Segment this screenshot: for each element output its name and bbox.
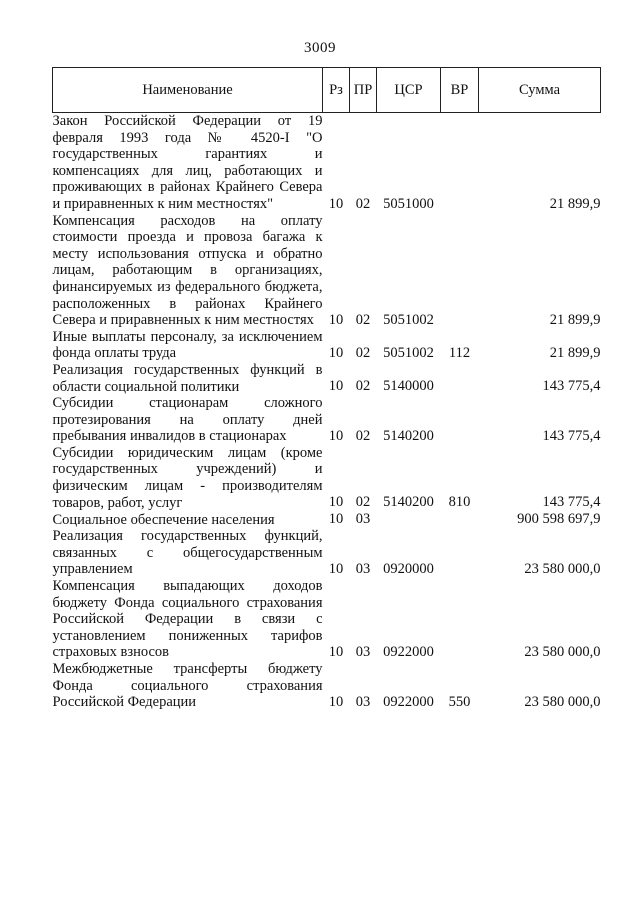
row-name: Социальное обеспечение населения [52,511,275,528]
row-csr: 0920000 [383,561,434,578]
row-pr: 02 [355,378,371,395]
row-vr [441,362,479,395]
row-rz: 10 [328,378,344,395]
column-header-csr: ЦСР [377,68,441,113]
row-name: Реализация государственных функций, связанных с общегосударственным управлением [52,528,323,578]
column-header-sum: Сумма [479,68,601,113]
row-rz: 10 [328,644,344,660]
row-vr [441,213,479,329]
row-name: Межбюджетные трансферты бюджету Фонда социального страхования Российской Федерации [52,661,323,711]
table-row [53,528,601,578]
row-vr: 810 [448,494,471,511]
row-csr: 5140200 [383,494,434,511]
table-row [53,362,601,395]
table-row [53,395,601,445]
row-sum: 143 775,4 [542,378,601,395]
row-pr: 03 [355,561,371,578]
row-csr: 5051000 [383,195,434,212]
row-pr: 02 [355,311,371,328]
row-vr [441,528,479,578]
row-name: Субсидии юридическим лицам (кроме государственных учреждений) и физическим лицам - производителям товаров, работ, услуг [52,444,323,511]
column-header-pr: ПР [350,68,377,113]
row-rz: 10 [328,561,344,578]
budget-table [52,67,601,711]
row-csr: 5140200 [383,427,434,444]
column-header-vr: ВР [441,68,479,113]
row-rz: 10 [328,311,344,328]
row-name: Иные выплаты персоналу, за исключением фонда оплаты труда [52,328,323,362]
row-sum: 21 899,9 [549,311,601,328]
row-vr [441,395,479,445]
row-vr [441,578,479,661]
row-sum: 143 775,4 [542,494,601,511]
row-sum: 23 580 000,0 [524,561,601,578]
row-csr: 5051002 [383,311,434,328]
row-sum: 21 899,9 [549,195,601,212]
row-pr: 02 [355,494,371,511]
table-row [53,329,601,362]
row-rz: 10 [328,494,344,511]
table-row [53,445,601,511]
row-name: Компенсация расходов на оплату стоимости проезда и провоза багажа к месту использования отпуска и обратно лицам, работающим в организациях, финансируемых из федерального бюджета, расположенных в районах Крайнего Севера и приравненных к ним местностях [52,212,323,329]
row-name: Закон Российской Федерации от 19 февраля 1993 года № 4520-I "О государственных гарантиях и компенсациях для лиц, работающих и проживающих в районах Крайнего Севера и приравненных к ним местностях" [52,113,323,212]
row-vr: 112 [448,344,471,361]
row-csr: 5140000 [383,378,434,395]
row-vr [441,113,479,213]
table-row [53,661,601,711]
column-header-name: Наименование [53,68,323,113]
row-csr: 0922000 [383,693,434,710]
row-csr [377,511,441,528]
row-vr [441,511,479,528]
row-rz: 10 [328,195,344,212]
table-row [53,213,601,329]
row-sum: 23 580 000,0 [524,644,601,660]
row-pr: 02 [355,427,371,444]
row-pr: 02 [355,344,371,361]
table-header-row [53,68,601,113]
row-vr: 550 [448,693,471,710]
row-pr: 03 [355,693,371,710]
table-row [53,113,601,213]
row-rz: 10 [328,344,344,361]
row-pr: 02 [355,195,371,212]
row-name: Компенсация выпадающих доходов бюджету Фонда социального страхования Российской Федерации в связи с установлением пониженных тарифов страховых взносов [52,578,323,661]
table-row [53,511,601,528]
row-pr: 03 [355,511,371,528]
row-rz: 10 [328,427,344,444]
page-number: 3009 [304,40,336,56]
row-sum: 23 580 000,0 [524,693,601,710]
row-rz: 10 [328,693,344,710]
row-sum: 900 598 697,9 [517,511,601,528]
row-csr: 0922000 [383,644,434,660]
row-name: Субсидии стационарам сложного протезирования на оплату дней пребывания инвалидов в стационарах [52,395,323,445]
row-rz: 10 [328,511,344,528]
row-sum: 21 899,9 [549,344,601,361]
row-csr: 5051002 [383,344,434,361]
column-header-rz: Рз [323,68,350,113]
row-name: Реализация государственных функций в области социальной политики [52,361,323,395]
table-row [53,578,601,661]
row-sum: 143 775,4 [542,427,601,444]
row-pr: 03 [355,644,371,660]
